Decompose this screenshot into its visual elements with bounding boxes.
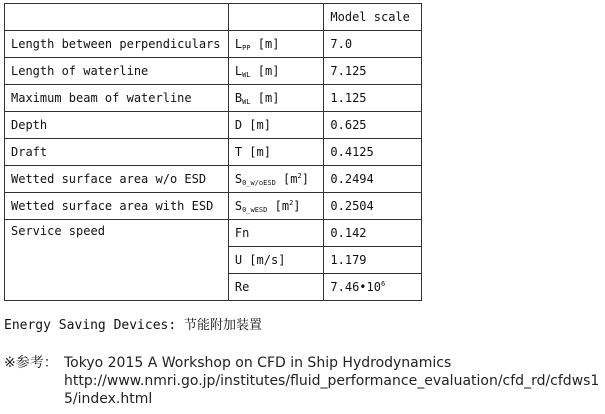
reference-title: Tokyo 2015 A Workshop on CFD in Ship Hydrodynamics [64, 355, 452, 371]
ship-particulars-table [4, 3, 422, 301]
row-value: 7.0 [324, 31, 422, 58]
row-unit: [m [267, 198, 290, 213]
esd-note: Energy Saving Devices: 节能附加装置 [4, 318, 263, 333]
row-value: 7.125 [324, 58, 422, 85]
row-value [324, 274, 422, 301]
row-value: 0.4125 [324, 139, 422, 166]
row-symbol-letter: L [234, 36, 243, 51]
row-label: Maximum beam of waterline [5, 85, 229, 112]
row-value: 0.2504 [324, 193, 422, 220]
row-unit: [m [275, 171, 298, 186]
row-symbol [228, 58, 324, 85]
row-symbol: Re [228, 274, 324, 301]
row-symbol-letter: S [234, 198, 243, 213]
table-row [5, 31, 422, 58]
re-value-exponent: 6 [380, 280, 386, 288]
reference-label: ※参考： [4, 355, 58, 371]
row-unit-end: ] [301, 171, 309, 186]
table-row [5, 112, 422, 139]
row-label: Wetted surface area w/o ESD [5, 166, 229, 193]
row-symbol: U [m/s] [228, 247, 324, 274]
row-symbol-letter: L [234, 63, 243, 78]
row-label: Wetted surface area with ESD [5, 193, 229, 220]
row-symbol-letter: D [234, 118, 243, 132]
row-symbol [228, 193, 324, 220]
row-symbol-subscript: PP [242, 43, 251, 52]
table-header-row [5, 4, 422, 31]
row-value: 1.179 [324, 247, 422, 274]
row-unit-end: ] [293, 198, 301, 213]
reference-body [64, 354, 604, 408]
table-row-service-speed-fn [5, 220, 422, 247]
row-symbol-letter: T [234, 145, 243, 159]
row-symbol [228, 31, 324, 58]
row-unit: [m] [250, 36, 280, 51]
row-symbol-subscript: WL [242, 70, 251, 79]
row-symbol-letter: B [234, 90, 243, 105]
row-symbol [228, 139, 324, 166]
row-symbol-subscript: 0_w/oESD [242, 178, 276, 187]
table-row [5, 139, 422, 166]
row-unit: [m] [250, 63, 280, 78]
header-cell-symbol [228, 4, 324, 31]
row-unit: [m] [242, 145, 271, 159]
row-label: Length of waterline [5, 58, 229, 85]
service-speed-label: Service speed [5, 220, 229, 301]
row-symbol-subscript: 0_wESD [242, 205, 268, 214]
row-label: Draft [5, 139, 229, 166]
row-value: 0.2494 [324, 166, 422, 193]
table-row [5, 166, 422, 193]
row-unit-exponent: 2 [297, 171, 302, 180]
row-symbol [228, 166, 324, 193]
row-unit: [m] [250, 90, 280, 105]
row-value: 0.142 [324, 220, 422, 247]
table-row [5, 193, 422, 220]
row-symbol-subscript: WL [242, 97, 251, 106]
re-value-base: 7.46•10 [330, 280, 381, 294]
row-symbol: Fn [228, 220, 324, 247]
row-unit-exponent: 2 [289, 198, 294, 207]
row-value: 0.625 [324, 112, 422, 139]
table-row [5, 85, 422, 112]
reference-url[interactable]: http://www.nmri.go.jp/institutes/fluid_performance_evaluation/cfd_rd/cfdws15/index.html [64, 373, 600, 407]
row-symbol-letter: S [234, 171, 243, 186]
table-row [5, 58, 422, 85]
row-unit: [m] [242, 118, 271, 132]
header-cell-item [5, 4, 229, 31]
row-value: 1.125 [324, 85, 422, 112]
row-label: Depth [5, 112, 229, 139]
row-symbol [228, 112, 324, 139]
header-cell-model-scale: Model scale [324, 4, 422, 31]
row-symbol [228, 85, 324, 112]
row-label: Length between perpendiculars [5, 31, 229, 58]
